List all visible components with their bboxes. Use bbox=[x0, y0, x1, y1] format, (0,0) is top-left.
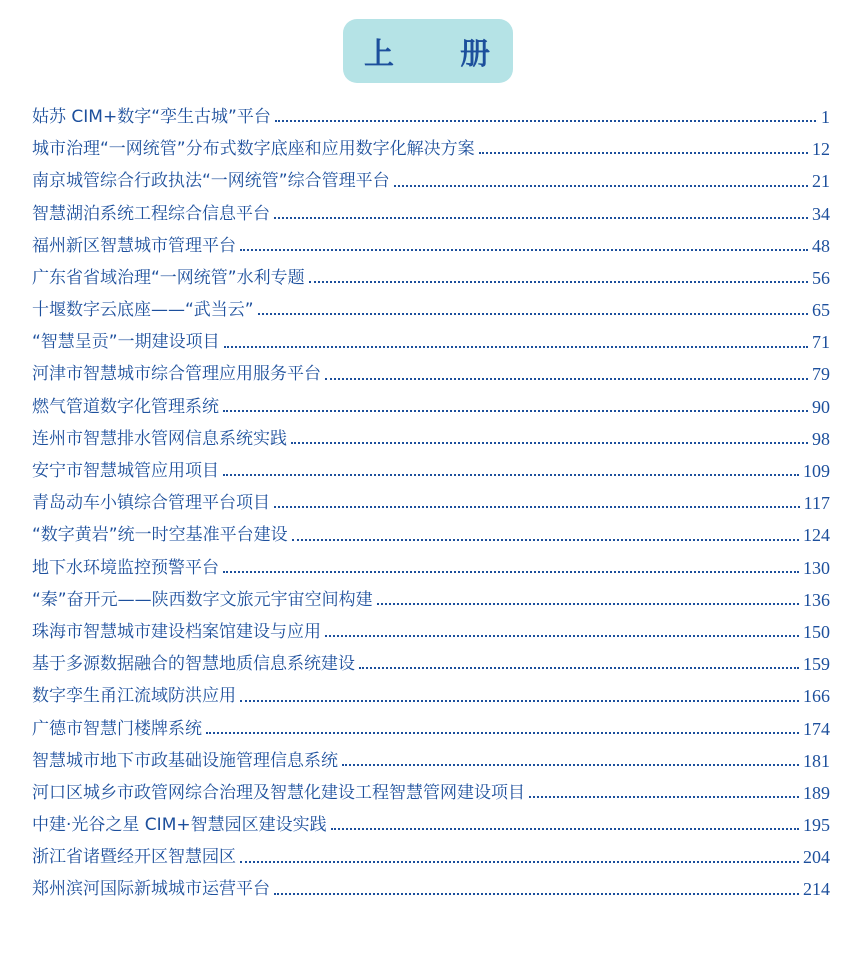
toc-entry[interactable] bbox=[32, 519, 830, 551]
toc-dot-leader bbox=[342, 764, 799, 766]
toc-dot-leader bbox=[223, 474, 799, 476]
toc-entry-title: 广德市智慧门楼牌系统 bbox=[32, 718, 202, 739]
toc-entry-title: 十堰数字云底座——“武当云” bbox=[32, 300, 254, 321]
toc-entry[interactable] bbox=[32, 745, 830, 777]
toc-entry[interactable] bbox=[32, 809, 830, 841]
toc-entry-title: 郑州滨河国际新城城市运营平台 bbox=[32, 879, 270, 900]
toc-entry-page: 189 bbox=[803, 782, 830, 803]
toc-entry-page: 71 bbox=[812, 332, 830, 353]
toc-dot-leader bbox=[331, 828, 799, 830]
toc-entry-title: 珠海市智慧城市建设档案馆建设与应用 bbox=[32, 621, 321, 642]
toc-entry-title: 智慧城市地下市政基础设施管理信息系统 bbox=[32, 750, 338, 771]
toc-entry-page: 174 bbox=[803, 718, 830, 739]
toc-entry-title: 浙江省诸暨经开区智慧园区 bbox=[32, 847, 236, 868]
toc-entry[interactable] bbox=[32, 391, 830, 423]
toc-entry-page: 214 bbox=[803, 879, 830, 900]
toc-entry-page: 117 bbox=[803, 493, 830, 514]
toc-entry-title: 中建·光谷之星 CIM+智慧园区建设实践 bbox=[32, 815, 327, 836]
toc-dot-leader bbox=[275, 120, 816, 122]
toc-entry[interactable] bbox=[32, 359, 830, 391]
toc-entry[interactable] bbox=[32, 616, 830, 648]
toc-dot-leader bbox=[325, 378, 808, 380]
volume-title: 上 册 bbox=[364, 37, 492, 72]
toc-entry-page: 79 bbox=[812, 364, 830, 385]
toc-entry-page: 56 bbox=[812, 267, 830, 288]
toc-dot-leader bbox=[223, 571, 799, 573]
toc-entry-title: 数字孪生甬江流域防洪应用 bbox=[32, 686, 236, 707]
toc-entry-page: 34 bbox=[812, 203, 830, 224]
toc-dot-leader bbox=[240, 700, 799, 702]
table-of-contents bbox=[32, 101, 830, 906]
toc-entry-title: 广东省省域治理“一网统管”水利专题 bbox=[32, 267, 305, 288]
toc-entry-title: 河口区城乡市政管网综合治理及智慧化建设工程智慧管网建设项目 bbox=[32, 782, 525, 803]
toc-dot-leader bbox=[224, 346, 808, 348]
toc-entry-title: 连州市智慧排水管网信息系统实践 bbox=[32, 428, 287, 449]
toc-entry[interactable] bbox=[32, 584, 830, 616]
toc-dot-leader bbox=[309, 281, 808, 283]
toc-entry[interactable] bbox=[32, 713, 830, 745]
toc-entry-page: 90 bbox=[812, 396, 830, 417]
toc-entry-page: 65 bbox=[812, 300, 830, 321]
toc-entry[interactable] bbox=[32, 133, 830, 165]
toc-entry-title: 智慧湖泊系统工程综合信息平台 bbox=[32, 203, 270, 224]
toc-entry-title: 南京城管综合行政执法“一网统管”综合管理平台 bbox=[32, 171, 390, 192]
toc-entry-page: 166 bbox=[803, 686, 830, 707]
toc-dot-leader bbox=[291, 442, 808, 444]
toc-dot-leader bbox=[325, 635, 799, 637]
toc-entry-page: 181 bbox=[803, 750, 830, 771]
toc-entry-title: “数字黄岩”统一时空基准平台建设 bbox=[32, 525, 288, 546]
toc-entry[interactable] bbox=[32, 487, 830, 519]
toc-entry-page: 1 bbox=[821, 106, 830, 127]
toc-entry-page: 150 bbox=[803, 621, 830, 642]
toc-entry[interactable] bbox=[32, 680, 830, 712]
toc-entry[interactable] bbox=[32, 165, 830, 197]
toc-entry[interactable] bbox=[32, 101, 830, 133]
toc-entry-title: 河津市智慧城市综合管理应用服务平台 bbox=[32, 364, 321, 385]
toc-dot-leader bbox=[223, 410, 808, 412]
toc-entry-page: 109 bbox=[803, 461, 830, 482]
toc-entry-page: 12 bbox=[812, 139, 830, 160]
toc-entry-title: 安宁市智慧城管应用项目 bbox=[32, 461, 219, 482]
toc-entry-page: 130 bbox=[803, 557, 830, 578]
toc-entry[interactable] bbox=[32, 198, 830, 230]
toc-entry[interactable] bbox=[32, 294, 830, 326]
toc-entry[interactable] bbox=[32, 455, 830, 487]
toc-entry-title: 青岛动车小镇综合管理平台项目 bbox=[32, 493, 270, 514]
toc-entry-title: 姑苏 CIM+数字“孪生古城”平台 bbox=[32, 106, 271, 127]
toc-entry-page: 136 bbox=[803, 589, 830, 610]
toc-entry-title: 城市治理“一网统管”分布式数字底座和应用数字化解决方案 bbox=[32, 139, 475, 160]
toc-dot-leader bbox=[274, 893, 799, 895]
toc-entry[interactable] bbox=[32, 841, 830, 873]
toc-entry[interactable] bbox=[32, 326, 830, 358]
toc-entry-title: 基于多源数据融合的智慧地质信息系统建设 bbox=[32, 654, 355, 675]
toc-dot-leader bbox=[394, 185, 808, 187]
toc-dot-leader bbox=[359, 667, 799, 669]
toc-entry-title: 福州新区智慧城市管理平台 bbox=[32, 235, 236, 256]
toc-dot-leader bbox=[240, 249, 808, 251]
toc-entry[interactable] bbox=[32, 648, 830, 680]
toc-dot-leader bbox=[292, 539, 799, 541]
toc-entry[interactable] bbox=[32, 262, 830, 294]
toc-entry-page: 124 bbox=[803, 525, 830, 546]
toc-entry-title: “秦”奋开元——陕西数字文旅元宇宙空间构建 bbox=[32, 589, 373, 610]
toc-entry[interactable] bbox=[32, 552, 830, 584]
toc-entry-page: 159 bbox=[803, 654, 830, 675]
toc-dot-leader bbox=[274, 217, 808, 219]
toc-entry-page: 21 bbox=[812, 171, 830, 192]
toc-dot-leader bbox=[274, 506, 800, 508]
volume-title-box bbox=[343, 19, 513, 83]
toc-entry-title: 地下水环境监控预警平台 bbox=[32, 557, 219, 578]
toc-entry-page: 195 bbox=[803, 815, 830, 836]
toc-entry[interactable] bbox=[32, 230, 830, 262]
toc-dot-leader bbox=[377, 603, 799, 605]
toc-dot-leader bbox=[529, 796, 799, 798]
toc-dot-leader bbox=[258, 313, 808, 315]
toc-dot-leader bbox=[479, 152, 808, 154]
toc-entry[interactable] bbox=[32, 423, 830, 455]
toc-dot-leader bbox=[206, 732, 799, 734]
toc-entry-title: 燃气管道数字化管理系统 bbox=[32, 396, 219, 417]
toc-entry-page: 204 bbox=[803, 847, 830, 868]
toc-entry[interactable] bbox=[32, 874, 830, 906]
toc-dot-leader bbox=[240, 861, 799, 863]
toc-entry[interactable] bbox=[32, 777, 830, 809]
toc-entry-title: “智慧呈贡”一期建设项目 bbox=[32, 332, 220, 353]
toc-entry-page: 98 bbox=[812, 428, 830, 449]
toc-entry-page: 48 bbox=[812, 235, 830, 256]
